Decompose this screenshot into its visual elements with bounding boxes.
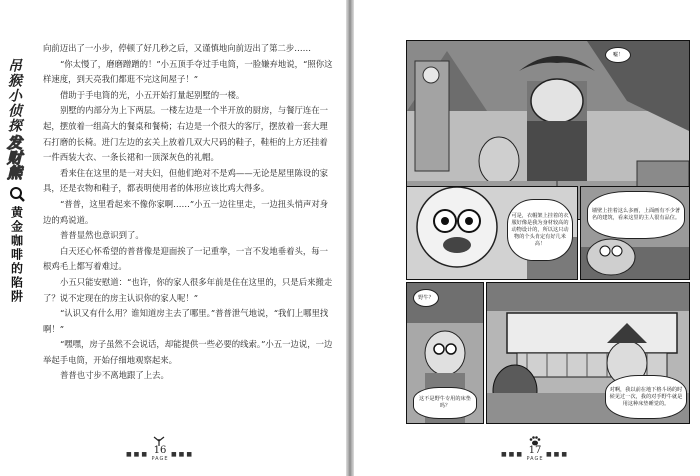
folio-ornament: ■■■: [501, 451, 525, 458]
speech-bubble: 对啊，我以前在地下格斗场的时候见过一次，我的对手野牛就是用这种床垫睡觉的。: [605, 375, 687, 419]
page-number-right: [501, 445, 569, 462]
paragraph: 普普也寸步不离地跟了上去。: [60, 370, 169, 381]
folio-ornament: ■■■: [170, 451, 194, 458]
right-page: [354, 0, 700, 476]
speech-bubble: 嘘！: [605, 47, 631, 63]
paragraph: 小五只能安慰道：“也许，你的家人很多年前是住在这里的，只是后来搬走了？说不定现在的房主认识你的家人呢！”: [43, 276, 333, 303]
left-page: [0, 0, 346, 476]
comic-panel-3: [580, 186, 690, 280]
speech-bubble: 墙壁上挂着这么多画，上面画有不少著名的建筑，看来这里的主人很有品位。: [587, 191, 685, 239]
folio-ornament: ■■■: [126, 451, 150, 458]
book-gutter: [346, 0, 354, 476]
folio-ornament: ■■■: [545, 451, 569, 458]
paragraph: 看来住在这里的是一对夫妇，但他们绝对不是鸡——无论是屋里陈设的家具，还是衣物和鞋子，都表明使用者的体形应该比鸡大得多。: [43, 167, 328, 194]
page-number: 17: [528, 445, 542, 456]
page-label: PAGE: [526, 456, 544, 462]
paragraph: “普普，这里看起来不像你家啊……”小五一边往里走，一边扭头悄声对身边的鸡说道。: [43, 198, 329, 225]
comic-panel-2: [406, 186, 578, 280]
magnifier-icon: [9, 186, 25, 202]
book-title: 黄金咖啡的陷阱: [9, 206, 24, 304]
paragraph: 向前迈出了一小步，停顿了好几秒之后，又谨慎地向前迈出了第二步……: [43, 43, 311, 53]
sprout-icon: [152, 436, 166, 446]
page-number: 16: [153, 445, 167, 456]
paragraph: “认识又有什么用？谁知道房主去了哪里。”普普泄气地说，“我们上哪里找啊！”: [43, 308, 329, 334]
speech-bubble: 可是，衣帽架上挂着的衣服好像是我为身材较高的动物设计的，所以这只动物的个头肯定有好几米高！: [507, 199, 573, 261]
paragraph: 别墅的内部分为上下两层。一楼左边是一个半开放的厨房，与餐厅连在一起，摆放着一组高大的餐桌和餐椅；右边是一个很大的客厅，摆放着一套大理石打磨的长椅。进门左边的玄关上放着几双大尺码的鞋子，鞋柜的上方还挂着一件西装大衣、一条长裙和一顶深灰色的礼帽。: [43, 105, 328, 163]
series-badge: 发财熊: [5, 135, 23, 180]
comic-panel-4: [406, 282, 484, 424]
series-title: 吊猴小侦探: [6, 58, 22, 133]
paragraph: 借助于手电筒的光，小五开始打量起别墅的一楼。: [60, 89, 245, 100]
body-text: [43, 41, 333, 384]
paragraph: 普普显然也意识到了。: [60, 230, 144, 241]
paragraph: “你太慢了，磨磨蹭蹭的！”小五顶手夺过手电筒，一脸嫌弃地说，“照你这样速度，到天亮我们都逛不完这间屋子！”: [43, 58, 333, 85]
page-label: PAGE: [151, 456, 169, 462]
paw-icon: [529, 436, 541, 446]
paragraph: “嘿嘿，房子虽然不会说话，却能提供一些必要的线索。”小五一边说，一边举起手电筒，开始仔细地观察起来。: [43, 339, 333, 365]
speech-bubble: 这不是野牛专用的床垫吗？: [413, 387, 477, 419]
series-sidebar: [4, 58, 30, 304]
paragraph: 白天还心怀希望的普普像是迎面挨了一记重拳，一言不发地垂着头，每一根鸡毛上都写着难过。: [43, 245, 328, 272]
page-number-left: [126, 445, 194, 462]
comic-panel-5: [486, 282, 690, 424]
speech-bubble: 野牛？: [413, 289, 439, 307]
